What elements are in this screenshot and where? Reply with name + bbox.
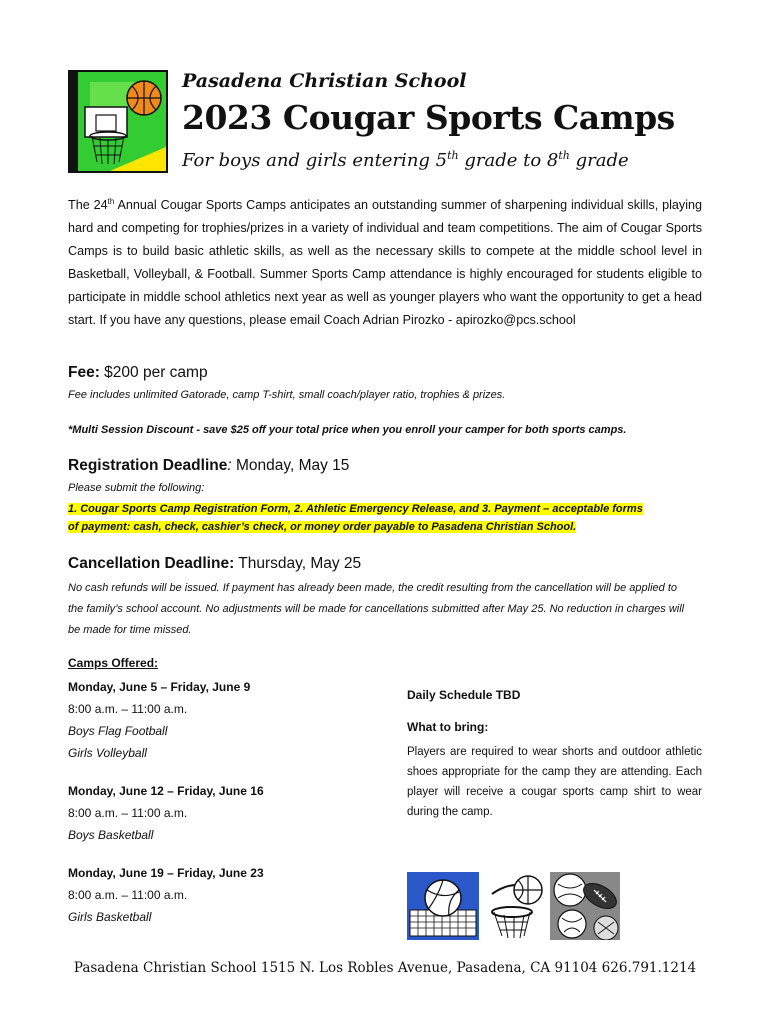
- registration-deadline: [68, 457, 349, 475]
- registration-requirements-line: 1. Cougar Sports Camp Registration Form, 2. Athletic Emergency Release, and 3. Payment – acceptable forms: [68, 503, 643, 515]
- subtitle-text: grade: [569, 150, 629, 171]
- fee-note: Fee includes unlimited Gatorade, camp T-shirt, small coach/player ratio, trophies & prizes.: [68, 389, 506, 401]
- page-title: 2023 Cougar Sports Camps: [182, 98, 675, 137]
- camp-time: 8:00 a.m. – 11:00 a.m.: [68, 702, 188, 716]
- camp-sport: Boys Basketball: [68, 828, 154, 842]
- camp-session: [68, 676, 388, 764]
- subtitle-text: For boys and girls entering 5: [182, 150, 448, 171]
- football-icon: [550, 872, 620, 940]
- fee-section: [68, 364, 208, 382]
- camps-heading: Camps Offered:: [68, 656, 159, 670]
- intro-ordinal: th: [107, 197, 115, 206]
- camp-time: 8:00 a.m. – 11:00 a.m.: [68, 888, 188, 902]
- cancellation-value: Thursday, May 25: [234, 555, 362, 572]
- footer-address: Pasadena Christian School 1515 N. Los Robles Avenue, Pasadena, CA 91104 626.791.1214: [73, 960, 697, 976]
- fee-value: $200 per camp: [99, 364, 208, 381]
- subtitle-ordinal: th: [447, 149, 459, 162]
- registration-instructions: Please submit the following:: [68, 482, 205, 494]
- registration-label: Registration Deadline: [68, 457, 228, 474]
- camp-time: 8:00 a.m. – 11:00 a.m.: [68, 806, 188, 820]
- schedule-info: [407, 688, 702, 822]
- intro-text: Annual Cougar Sports Camps anticipates an outstanding summer of sharpening individual skills, playing hard and competing for trophies/prizes in a variety of individual and team competitions. The aim of Cougar Sports Camps is to build basic athletic skills, as well as the necessary skills to compete at the middle school level in Basketball, Volleyball, & Football. Summer Sports Camp attendance is highly encouraged for students eligible to participate in middle school athletics next year as well as younger players who want the opportunity to get a head start. If you have any questions, please email Coach Adrian Pirozko - apirozko@pcs.school: [68, 198, 702, 328]
- intro-paragraph: [68, 190, 702, 332]
- page-subtitle: [182, 149, 629, 171]
- basketball-hoop-logo-icon: [68, 70, 168, 173]
- cancellation-policy: No cash refunds will be issued. If payment has already been made, the credit resulting from the cancellation will be applied to the family’s school account. No adjustments will be made for cancellations submitted after May 25. No reduction in charges will be made for time missed.: [68, 582, 685, 636]
- camp-sport: Girls Basketball: [68, 910, 152, 924]
- what-to-bring-text: Players are required to wear shorts and outdoor athletic shoes appropriate for the camp they are attending. Each player will receive a cougar sports camp shirt to wear during the camp.: [407, 746, 702, 818]
- multi-session-discount: *Multi Session Discount - save $25 off your total price when you enroll your camper for both sports camps.: [68, 424, 627, 436]
- camp-dates: Monday, June 5 – Friday, June 9: [68, 680, 251, 694]
- subtitle-text: grade to 8: [458, 150, 559, 171]
- camp-dates: Monday, June 12 – Friday, June 16: [68, 784, 264, 798]
- cancellation-label: Cancellation Deadline:: [68, 555, 235, 572]
- registration-colon: :: [227, 457, 232, 474]
- registration-requirements: [68, 500, 708, 536]
- what-to-bring-heading: What to bring:: [407, 720, 489, 734]
- subtitle-ordinal: th: [558, 149, 570, 162]
- daily-schedule: Daily Schedule TBD: [407, 688, 521, 702]
- camp-sport: Girls Volleyball: [68, 746, 147, 760]
- camp-dates: Monday, June 19 – Friday, June 23: [68, 866, 264, 880]
- fee-label: Fee:: [68, 364, 100, 381]
- registration-value: Monday, May 15: [231, 457, 350, 474]
- camp-sport: Boys Flag Football: [68, 724, 168, 738]
- camps-offered: [68, 656, 388, 944]
- school-name: Pasadena Christian School: [182, 70, 467, 92]
- volleyball-net-icon: [407, 872, 479, 940]
- registration-requirements-line: of payment: cash, check, cashier’s check, or money order payable to Pasadena Christian School.: [68, 521, 577, 533]
- intro-text: The 24: [68, 198, 108, 213]
- camp-session: [68, 862, 388, 928]
- basketball-hoop-icon: [484, 872, 546, 940]
- cancellation-deadline: [68, 555, 361, 573]
- camp-session: [68, 780, 388, 846]
